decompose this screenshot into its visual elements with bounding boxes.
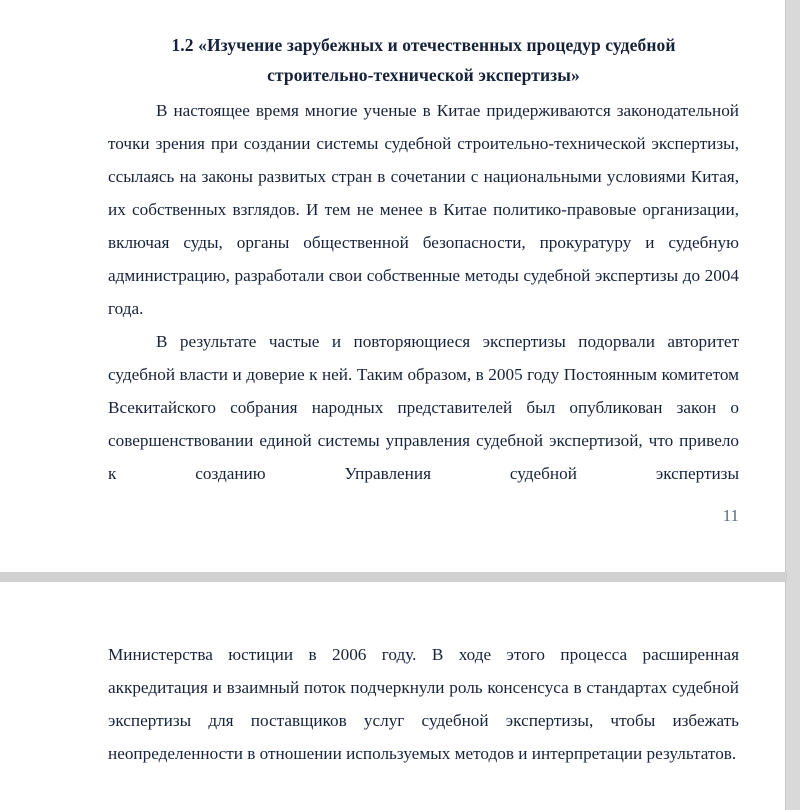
- page-title: [108, 30, 739, 90]
- heading-line-1: 1.2 «Изучение зарубежных и отечественных процедур судебной: [171, 35, 676, 55]
- paragraph: В настоящее время многие ученые в Китае придерживаются законодательной точки зрения при создании системы судебной строительно-технической экспертизы, ссылаясь на законы развитых стран в сочетании с национальными условиями Китая, их собственных взглядов. И тем не менее в Китае политико-правовые организации, включая суды, органы общественной безопасности, прокуратуру и судебную администрацию, разработали свои собственные методы судебной экспертизы до 2004 года.: [108, 101, 739, 319]
- paragraph: В результате частые и повторяющиеся экспертизы подорвали авторитет судебной власти и доверие к ней. Таким образом, в 2005 году Постоянным комитетом Всекитайского собрания народных представителей был опубликован закон о совершенствовании единой системы управления судебной экспертизой, что привело к созданию Управления судебной экспертизы: [108, 332, 739, 484]
- viewer-right-margin: [787, 0, 800, 810]
- page-separator: [0, 572, 800, 582]
- heading-line-2: строительно-технической экспертизы»: [267, 65, 580, 86]
- page-number: 11: [722, 506, 739, 525]
- document-page-2: [0, 582, 786, 810]
- paragraph: Министерства юстиции в 2006 году. В ходе этого процесса расширенная аккредитация и взаимный поток подчеркнули роль консенсуса в стандартах судебной экспертизы для поставщиков услуг судебной экспертизы, чтобы избежать неопределенности в отношении используемых методов и интерпретации результатов.: [108, 645, 739, 764]
